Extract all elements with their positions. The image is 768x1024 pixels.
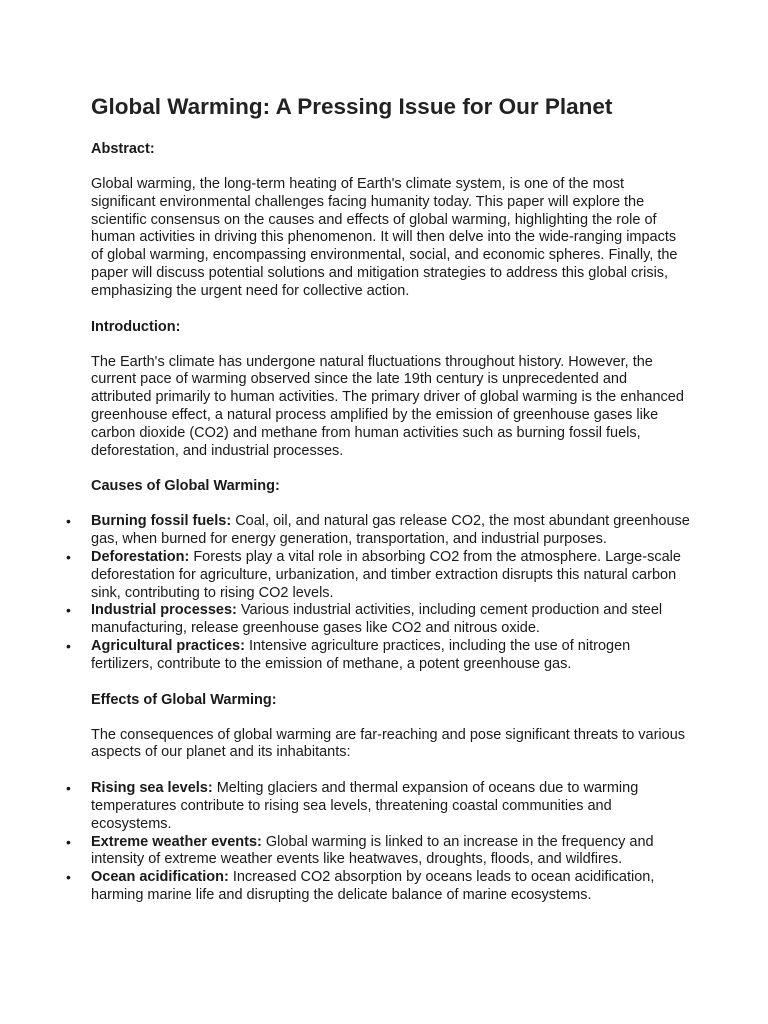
bullet-marker: • [66, 869, 71, 886]
list-item-text: Intensive agriculture practices, including the use of nitrogen fertilizers, contribute to the emission of methane, a potent greenhouse gas. [91, 637, 631, 672]
effects-list [66, 780, 691, 905]
list-item-term: Extreme weather events: [91, 833, 262, 850]
introduction-heading: Introduction: [91, 318, 181, 335]
causes-list [66, 513, 691, 673]
causes-heading: Causes of Global Warming: [91, 478, 280, 495]
bullet-marker: • [66, 548, 71, 565]
list-item [66, 869, 691, 905]
effects-intro-text: The consequences of global warming are far-reaching and pose significant threats to various aspects of our planet and its inhabitants: [91, 726, 686, 761]
bullet-marker: • [66, 602, 71, 619]
list-item-term: Ocean acidification: [91, 869, 229, 886]
list-item [66, 833, 691, 870]
list-item [66, 602, 691, 638]
bullet-marker: • [66, 833, 71, 850]
list-item-term: Burning fossil fuels: [91, 513, 232, 530]
bullet-marker: • [66, 513, 71, 530]
list-item-term: Industrial processes: [91, 602, 237, 619]
list-item-term: Deforestation: [91, 548, 190, 565]
list-item-text: Various industrial activities, including cement production and steel manufacturing, release greenhouse gases like CO2 and nitrous oxide. [91, 602, 663, 637]
list-item-text: Coal, oil, and natural gas release CO2, the most abundant greenhouse gas, when burned for energy generation, transportation, and industrial purposes. [91, 513, 690, 548]
list-item-text: Increased CO2 absorption by oceans leads to ocean acidification, harming marine life and disrupting the delicate balance of marine ecosystems. [91, 869, 655, 903]
introduction-text: The Earth's climate has undergone natural fluctuations throughout history. However, the current pace of warming observed since the late 19th century is unprecedented and attributed primarily to human activities. The primary driver of global warming is the enhanced greenhouse effect, a natural process amplified by the emission of greenhouse gases like carbon dioxide (CO2) and methane from human activities such as burning fossil fuels, deforestation, and industrial processes. [91, 353, 684, 459]
bullet-marker: • [66, 780, 71, 797]
list-item [66, 548, 691, 602]
list-item-text: Global warming is linked to an increase in the frequency and intensity of extreme weather events like heatwaves, droughts, floods, and wildfires. [91, 833, 654, 868]
list-item-text: Forests play a vital role in absorbing CO2 from the atmosphere. Large-scale deforestation for agriculture, urbanization, and timber extraction disrupts this natural carbon sink, contributing to rising CO2 levels. [91, 548, 681, 601]
effects-heading: Effects of Global Warming: [91, 691, 277, 708]
bullet-marker: • [66, 637, 71, 654]
list-item-term: Agricultural practices: [91, 637, 245, 654]
list-item-term: Rising sea levels: [91, 780, 213, 797]
list-item-text: Melting glaciers and thermal expansion of oceans due to warming temperatures contribute to rising sea levels, threatening coastal communities and ecosystems. [91, 780, 639, 832]
document-page [66, 94, 691, 923]
abstract-text: Global warming, the long-term heating of Earth's climate system, is one of the most significant environmental challenges facing humanity today. This paper will explore the scientific consensus on the causes and effects of global warming, highlighting the role of human activities in driving this phenomenon. It will then delve into the wide-ranging impacts of global warming, encompassing environmental, social, and economic spheres. Finally, the paper will discuss potential solutions and mitigation strategies to address this global crisis, emphasizing the urgent need for collective action. [91, 176, 678, 299]
abstract-heading: Abstract: [91, 141, 155, 157]
list-item [66, 637, 691, 674]
document-title: Global Warming: A Pressing Issue for Our Planet [91, 94, 613, 119]
list-item [66, 780, 691, 833]
list-item [66, 513, 691, 549]
